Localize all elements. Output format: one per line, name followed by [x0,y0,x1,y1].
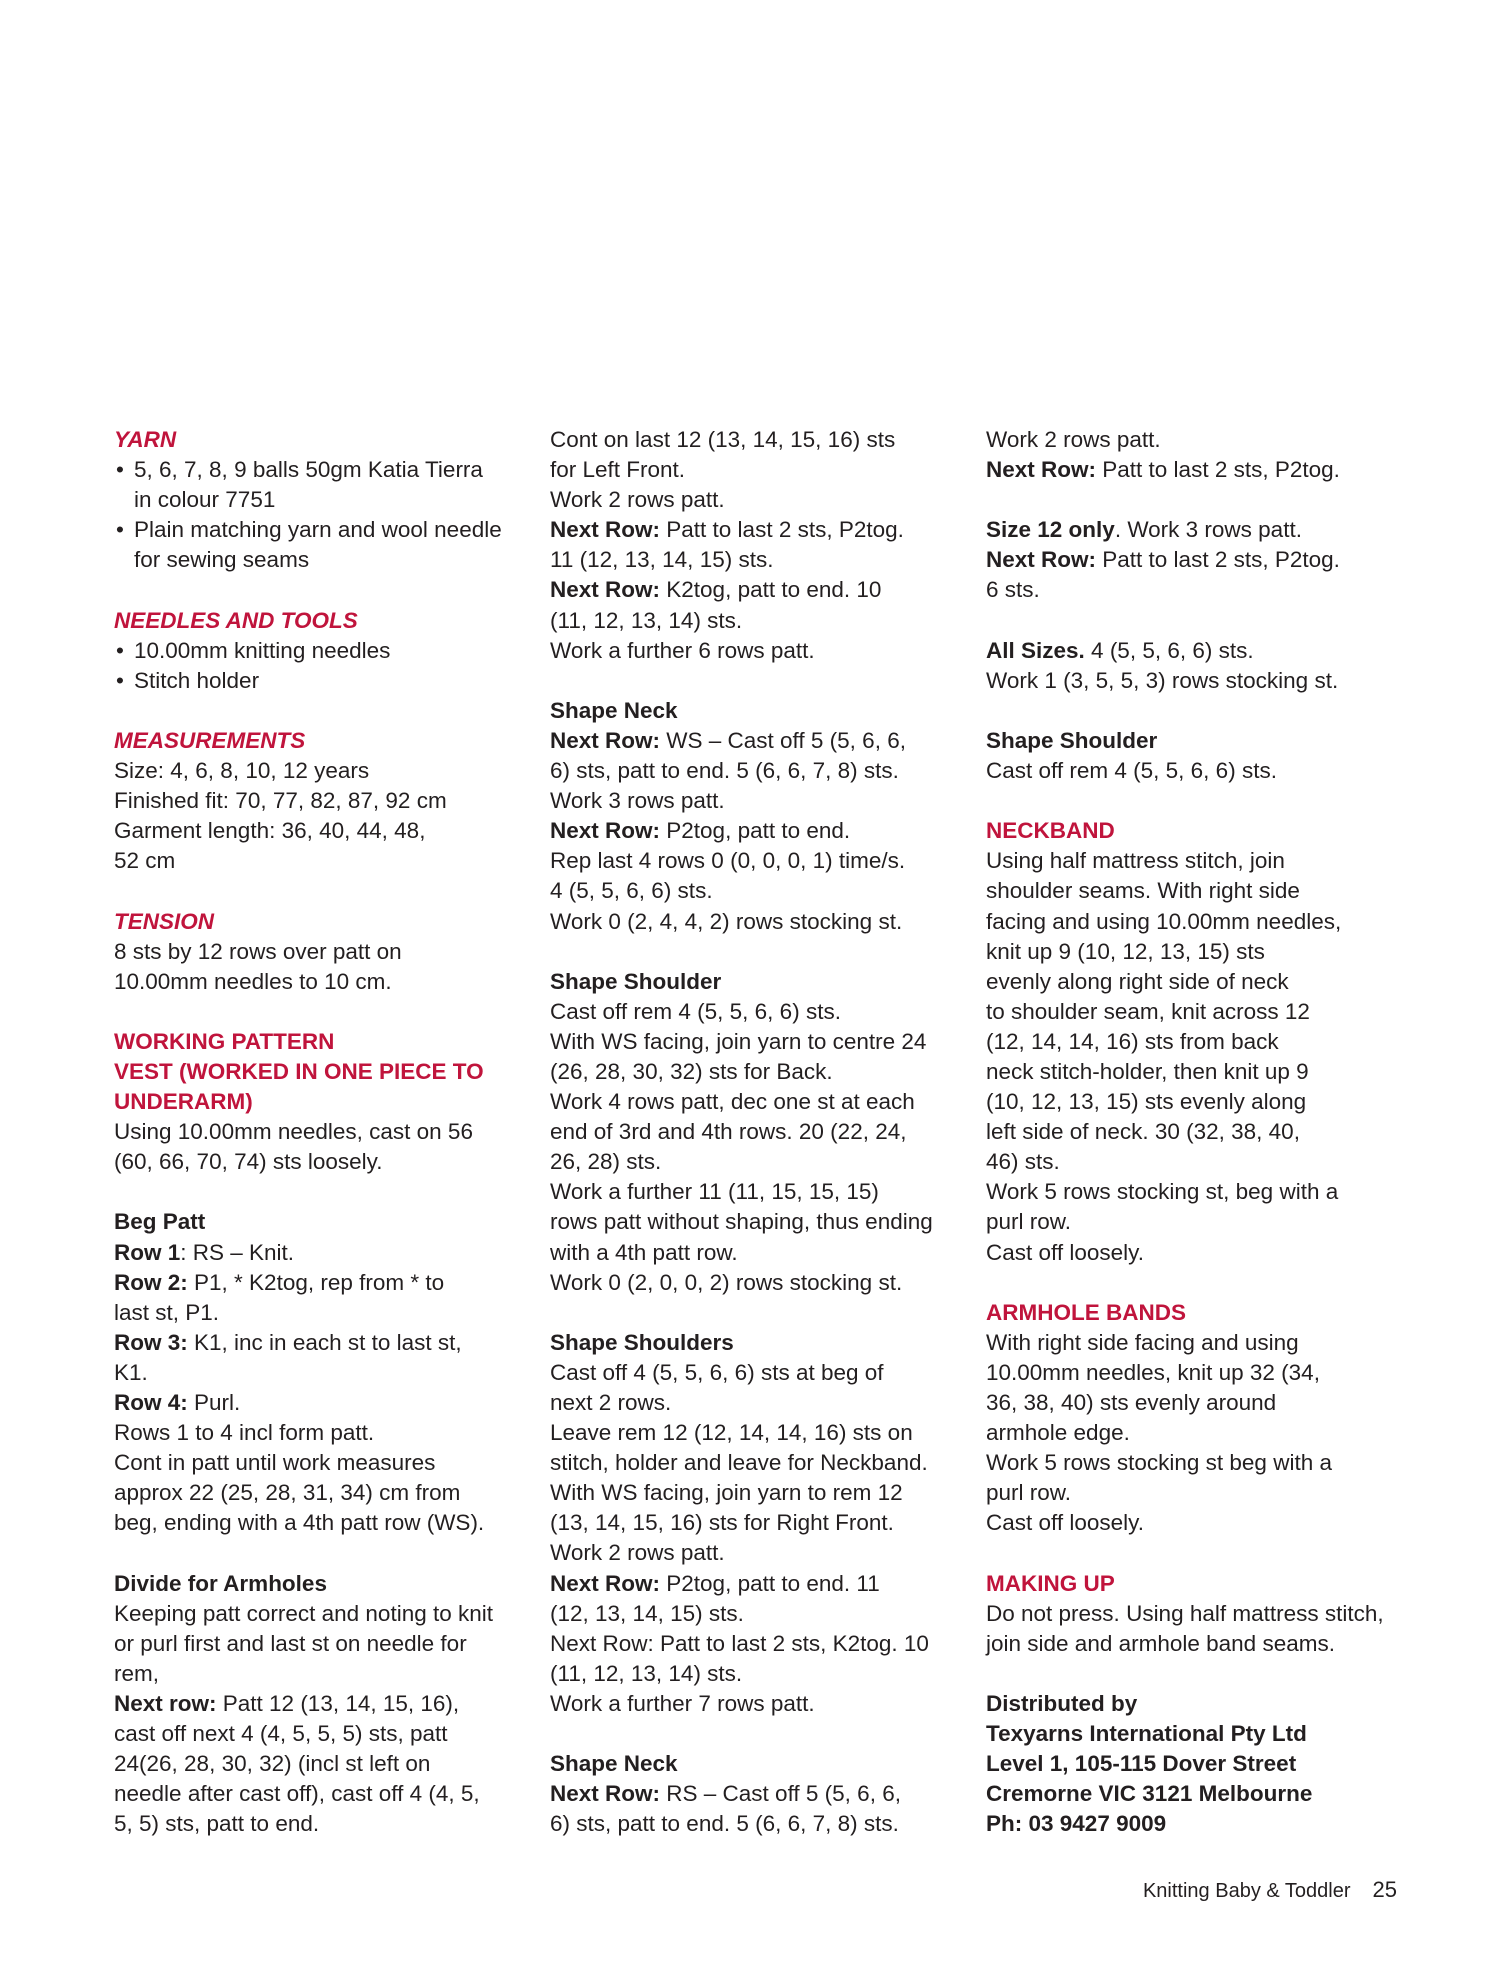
text-line: next 2 rows. [550,1390,672,1415]
row-label: Row 2: [114,1269,188,1295]
row-label: Next Row: [550,1781,661,1807]
text-line: With WS facing, join yarn to centre 24 [550,1028,927,1054]
size-label: Size 12 only [986,517,1115,543]
text-line: Work 4 rows patt, dec one st at each [550,1089,915,1115]
distributor-line: Level 1, 105-115 Dover Street [986,1751,1297,1777]
text-line: Work 2 rows patt. [550,1540,725,1566]
text-line: purl row. [986,1480,1072,1506]
row-label: Next Row: [550,1570,661,1596]
text-line: 24(26, 28, 30, 32) (incl st left on [114,1751,431,1777]
text-line: for Left Front. [550,457,686,483]
measurements-heading: MEASUREMENTS [114,727,306,753]
text-line: Cast off loosely. [986,1239,1144,1265]
row-label: Next Row: [550,727,661,753]
list-item: • 5, 6, 7, 8, 9 balls 50gm Katia Tierra [114,455,534,485]
text-line: needle after cast off), cast off 4 (4, 5, [114,1781,480,1807]
column-left [114,425,534,1839]
page-number: 25 [1372,1877,1397,1902]
next-row-line [550,1779,970,1809]
text-line: Rep last 4 rows 0 (0, 0, 0, 1) time/s. [550,848,906,874]
shape-neck-heading: Shape Neck [550,1751,678,1777]
text-line: Size: 4, 6, 8, 10, 12 years [114,758,370,784]
row-text: K1, inc in each st to last st, [187,1329,462,1355]
text-line: to shoulder seam, knit across 12 [986,998,1310,1024]
text-line: 10.00mm needles to 10 cm. [114,968,392,994]
row-label: Next Row: [986,457,1097,483]
text-line: Work 3 rows patt. [550,788,725,814]
text-line: 6 sts. [986,577,1040,603]
text-line: Work a further 11 (11, 15, 15, 15) [550,1179,879,1205]
text-line: (26, 28, 30, 32) sts for Back. [550,1058,833,1084]
page-footer [1143,1877,1397,1903]
text-line: With right side facing and using [986,1329,1299,1355]
row-text: Patt to last 2 sts, P2tog. [1096,457,1340,483]
next-row-line [986,545,1406,575]
text-line: (12, 14, 14, 16) sts from back [986,1028,1279,1054]
list-item: • 10.00mm knitting needles [114,636,534,666]
text-line: Work 0 (2, 4, 4, 2) rows stocking st. [550,908,903,934]
text-line: stitch, holder and leave for Neckband. [550,1450,928,1476]
row-text: RS – Cast off 5 (5, 6, 6, [660,1781,901,1807]
row-text: Purl. [187,1390,241,1415]
text-line: Work 1 (3, 5, 5, 3) rows stocking st. [986,667,1339,693]
vest-heading: VEST (WORKED IN ONE PIECE TO [114,1058,484,1084]
shape-shoulder-heading: Shape Shoulder [986,727,1158,753]
text-line: (12, 13, 14, 15) sts. [550,1600,744,1626]
text-line: neck stitch-holder, then knit up 9 [986,1058,1309,1084]
text-line: beg, ending with a 4th patt row (WS). [114,1510,485,1536]
text-line: 26, 28) sts. [550,1149,662,1175]
row-text: P2tog, patt to end. [660,818,851,844]
distributor-line: Cremorne VIC 3121 Melbourne [986,1781,1313,1807]
text-line: knit up 9 (10, 12, 13, 15) sts [986,938,1265,964]
text-line: (60, 66, 70, 74) sts loosely. [114,1149,383,1175]
next-row-line [114,1689,534,1719]
text-line: 11 (12, 13, 14, 15) sts. [550,547,774,573]
list-item: • Plain matching yarn and wool needle [114,515,534,545]
text-line: 36, 38, 40) sts evenly around [986,1390,1277,1415]
divide-armholes-heading: Divide for Armholes [114,1570,327,1596]
beg-patt-heading: Beg Patt [114,1209,206,1235]
distributor-line: Ph: 03 9427 9009 [986,1811,1167,1837]
all-sizes-line [986,636,1406,666]
list-item-cont: in colour 7751 [134,487,276,513]
text-line: Work 5 rows stocking st, beg with a [986,1179,1339,1205]
yarn-heading: YARN [114,427,177,452]
working-pattern-heading: WORKING PATTERN [114,1028,335,1054]
text-line: or purl first and last st on needle for [114,1630,467,1656]
shape-shoulders-heading: Shape Shoulders [550,1329,734,1355]
list-item-cont: for sewing seams [134,547,310,573]
text-line: Garment length: 36, 40, 44, 48, [114,818,426,844]
text-line: Work 2 rows patt. [986,427,1161,452]
text-line: evenly along right side of neck [986,968,1289,994]
size-12-line [986,515,1406,545]
text-line: Cont in patt until work measures [114,1450,436,1476]
text-line: Cast off loosely. [986,1510,1144,1536]
all-sizes-text: 4 (5, 5, 6, 6) sts. [1084,637,1254,663]
text-line: Next Row: Patt to last 2 sts, K2tog. 10 [550,1630,929,1656]
text-line: 4 (5, 5, 6, 6) sts. [550,878,713,904]
row-label: Next Row: [550,517,661,543]
next-row-line [550,575,970,605]
row-2-line [114,1268,534,1298]
row-label: Row 4: [114,1390,188,1415]
needles-heading: NEEDLES AND TOOLS [114,607,358,633]
row-text: K2tog, patt to end. 10 [660,577,882,603]
text-line: (13, 14, 15, 16) sts for Right Front. [550,1510,894,1536]
next-row-line [550,726,970,756]
text-line: Rows 1 to 4 incl form patt. [114,1420,375,1446]
text-line: armhole edge. [986,1420,1130,1446]
text-line: Cast off rem 4 (5, 5, 6, 6) sts. [986,758,1277,784]
neckband-heading: NECKBAND [986,818,1115,844]
text-line: 8 sts by 12 rows over patt on [114,938,402,964]
tension-heading: TENSION [114,908,215,934]
text-line: approx 22 (25, 28, 31, 34) cm from [114,1480,461,1506]
text-line: Leave rem 12 (12, 14, 14, 16) sts on [550,1420,913,1446]
text-line: Work 0 (2, 0, 0, 2) rows stocking st. [550,1269,903,1295]
shape-shoulder-heading: Shape Shoulder [550,968,722,994]
text-line: end of 3rd and 4th rows. 20 (22, 24, [550,1119,907,1145]
all-sizes-label: All Sizes. [986,637,1085,663]
text-line: rem, [114,1660,159,1686]
text-line: Do not press. Using half mattress stitch, [986,1600,1384,1626]
distributor-line: Texyarns International Pty Ltd [986,1721,1307,1747]
row-label: Next Row: [550,577,661,603]
text-line: Keeping patt correct and noting to knit [114,1600,493,1626]
text-line: 10.00mm needles, knit up 32 (34, [986,1359,1320,1385]
row-text: : RS – Knit. [180,1239,295,1265]
text-line: Using half mattress stitch, join [986,848,1285,874]
row-4-line [114,1388,534,1418]
text-line: with a 4th patt row. [550,1239,738,1265]
column-middle [550,425,970,1839]
next-row-line [550,1569,970,1599]
text-line: 6) sts, patt to end. 5 (6, 6, 7, 8) sts. [550,1811,899,1837]
text-line: Work 2 rows patt. [550,487,725,513]
size-text: . Work 3 rows patt. [1114,517,1302,543]
text-line: Cast off 4 (5, 5, 6, 6) sts at beg of [550,1359,884,1385]
row-text: P2tog, patt to end. 11 [660,1570,880,1596]
text-line: 6) sts, patt to end. 5 (6, 6, 7, 8) sts. [550,758,899,784]
row-text: Patt 12 (13, 14, 15, 16), [216,1690,460,1716]
shape-neck-heading: Shape Neck [550,697,678,723]
column-right [986,425,1406,1839]
row-label: Row 3: [114,1329,188,1355]
row-text: Patt to last 2 sts, P2tog. [660,517,904,543]
text-line: Work a further 6 rows patt. [550,637,815,663]
row-text: P1, * K2tog, rep from * to [187,1269,445,1295]
distributor-line: Distributed by [986,1690,1138,1716]
armhole-bands-heading: ARMHOLE BANDS [986,1299,1186,1325]
next-row-line [550,515,970,545]
row-1-line [114,1238,534,1268]
text-line: (11, 12, 13, 14) sts. [550,1660,743,1686]
text-line: 5, 5) sts, patt to end. [114,1811,320,1837]
text-line: shoulder seams. With right side [986,878,1300,904]
text-line: Cast off rem 4 (5, 5, 6, 6) sts. [550,998,841,1024]
row-label: Next Row: [986,547,1097,573]
text-line: (10, 12, 13, 15) sts evenly along [986,1089,1307,1115]
row-text: WS – Cast off 5 (5, 6, 6, [660,727,906,753]
text-line: Work 5 rows stocking st beg with a [986,1450,1332,1476]
row-3-line [114,1328,534,1358]
row-label: Next Row: [550,818,661,844]
text-line: last st, P1. [114,1299,220,1325]
text-line: With WS facing, join yarn to rem 12 [550,1480,903,1506]
text-line: K1. [114,1359,148,1385]
text-line: 52 cm [114,848,176,874]
row-label: Row 1 [114,1239,181,1265]
text-line: facing and using 10.00mm needles, [986,908,1342,934]
next-row-line [550,816,970,846]
list-item: • Stitch holder [114,666,534,696]
text-line: Using 10.00mm needles, cast on 56 [114,1119,473,1145]
text-line: Cont on last 12 (13, 14, 15, 16) sts [550,427,896,452]
text-line: (11, 12, 13, 14) sts. [550,607,743,633]
text-line: rows patt without shaping, thus ending [550,1209,933,1235]
making-up-heading: MAKING UP [986,1570,1115,1596]
row-label: Next row: [114,1690,217,1716]
text-line: purl row. [986,1209,1072,1235]
text-line: cast off next 4 (4, 5, 5, 5) sts, patt [114,1721,448,1747]
footer-title: Knitting Baby & Toddler [1142,1880,1351,1902]
text-line: Work a further 7 rows patt. [550,1690,815,1716]
next-row-line [986,455,1406,485]
text-line: 46) sts. [986,1149,1060,1175]
row-text: Patt to last 2 sts, P2tog. [1096,547,1340,573]
vest-heading-cont: UNDERARM) [114,1089,253,1115]
text-line: join side and armhole band seams. [986,1630,1335,1656]
text-line: Finished fit: 70, 77, 82, 87, 92 cm [114,788,447,814]
text-line: left side of neck. 30 (32, 38, 40, [986,1119,1300,1145]
